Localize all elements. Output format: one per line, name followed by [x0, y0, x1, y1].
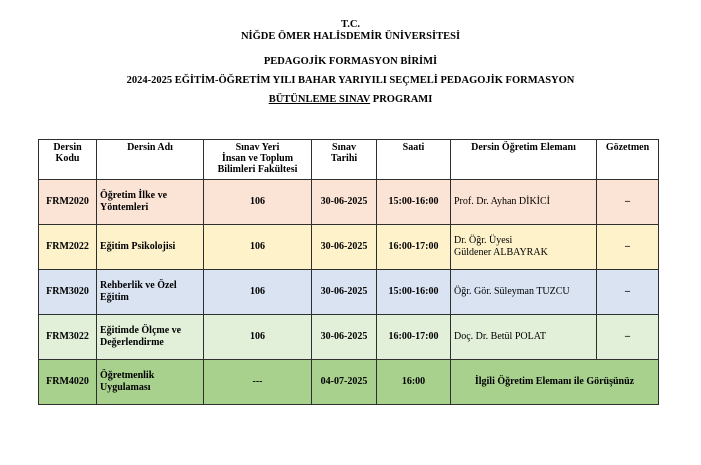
exam-time: 15:00-16:00 — [377, 270, 451, 315]
course-name: Öğretmenlik Uygulaması — [97, 360, 204, 405]
course-code: FRM4020 — [39, 360, 97, 405]
table-row — [39, 270, 659, 315]
exam-date: 30-06-2025 — [312, 180, 377, 225]
teacher: Prof. Dr. Ayhan DİKİCİ — [451, 180, 597, 225]
course-code: FRM2022 — [39, 225, 97, 270]
proctor: – — [597, 315, 659, 360]
exam-time: 15:00-16:00 — [377, 180, 451, 225]
teacher: Dr. Öğr. Üyesi Güldener ALBAYRAK — [451, 225, 597, 270]
header-program-underlined: BÜTÜNLEME SINAV — [268, 94, 371, 105]
header-university: NİĞDE ÖMER HALİSDEMİR ÜNİVERSİTESİ — [240, 31, 461, 42]
teacher: Öğr. Gör. Süleyman TUZCU — [451, 270, 597, 315]
table-row — [39, 315, 659, 360]
table-row — [39, 360, 659, 405]
exam-date: 30-06-2025 — [312, 225, 377, 270]
exam-date: 04-07-2025 — [312, 360, 377, 405]
col-header-teacher: Dersin Öğretim Elemanı — [451, 140, 597, 180]
proctor: – — [597, 180, 659, 225]
col-header-time: Saati — [377, 140, 451, 180]
course-name: Öğretim İlke ve Yöntemleri — [97, 180, 204, 225]
table-row — [39, 225, 659, 270]
exam-place: --- — [204, 360, 312, 405]
exam-time: 16:00-17:00 — [377, 315, 451, 360]
course-code: FRM3020 — [39, 270, 97, 315]
col-header-place: Sınav Yeri İnsan ve Toplum Bilimleri Fakültesi — [204, 140, 312, 180]
exam-place: 106 — [204, 270, 312, 315]
table-row — [39, 180, 659, 225]
exam-date: 30-06-2025 — [312, 270, 377, 315]
exam-place: 106 — [204, 180, 312, 225]
exam-place: 106 — [204, 315, 312, 360]
exam-time: 16:00-17:00 — [377, 225, 451, 270]
proctor: – — [597, 270, 659, 315]
header-program-title — [0, 94, 701, 106]
col-header-name: Dersin Adı — [97, 140, 204, 180]
exam-time: 16:00 — [377, 360, 451, 405]
teacher-note: İlgili Öğretim Elemanı ile Görüşünüz — [451, 360, 659, 405]
exam-date: 30-06-2025 — [312, 315, 377, 360]
col-header-proctor: Gözetmen — [597, 140, 659, 180]
table-header-row — [39, 140, 659, 180]
course-code: FRM2020 — [39, 180, 97, 225]
header-unit: PEDAGOJİK FORMASYON BİRİMİ — [263, 56, 438, 67]
course-code: FRM3022 — [39, 315, 97, 360]
exam-table — [38, 139, 659, 405]
course-name: Rehberlik ve Özel Eğitim — [97, 270, 204, 315]
header-program-rest: PROGRAMI — [370, 94, 433, 105]
header-tc: T.C. — [340, 19, 361, 30]
teacher: Doç. Dr. Betül POLAT — [451, 315, 597, 360]
exam-place: 106 — [204, 225, 312, 270]
header-term: 2024-2025 EĞİTİM-ÖĞRETİM YILI BAHAR YARIYILI SEÇMELİ PEDAGOJİK FORMASYON — [126, 75, 575, 86]
col-header-date: Sınav Tarihi — [312, 140, 377, 180]
course-name: Eğitimde Ölçme ve Değerlendirme — [97, 315, 204, 360]
course-name: Eğitim Psikolojisi — [97, 225, 204, 270]
proctor: – — [597, 225, 659, 270]
col-header-code: Dersin Kodu — [39, 140, 97, 180]
